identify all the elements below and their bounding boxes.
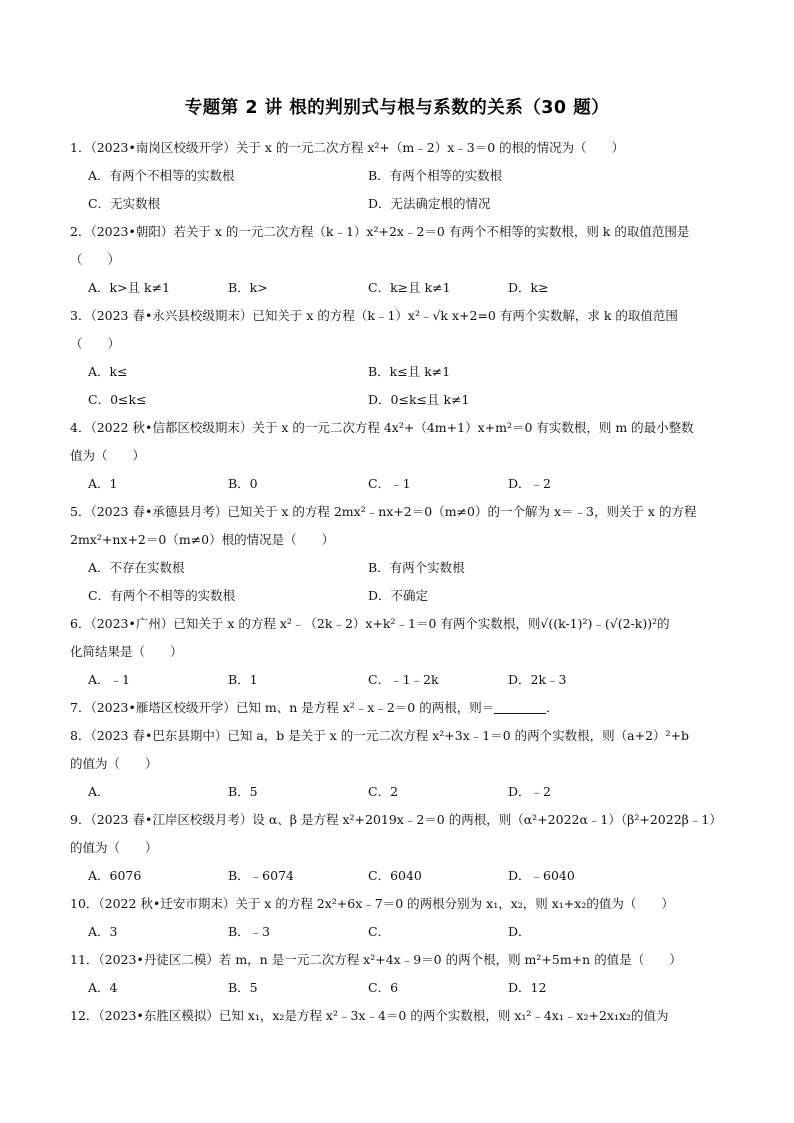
question-8 — [70, 722, 730, 806]
option-a: A．6076 — [88, 868, 142, 883]
options — [70, 666, 730, 694]
question-text-continued: 化简结果是（ ） — [70, 644, 183, 659]
answer-blank[interactable] — [494, 699, 546, 714]
question-stem — [70, 1002, 730, 1030]
question-3 — [70, 302, 730, 414]
question-5 — [70, 498, 730, 610]
option-b: B．﹣3 — [228, 924, 271, 939]
option-a: A．3 — [88, 924, 118, 939]
question-stem — [70, 414, 730, 442]
option-c: C．k≥且 k≠1 — [368, 280, 451, 295]
question-stem — [70, 890, 730, 918]
question-stem — [70, 134, 730, 162]
option-d: D．k≥ — [508, 280, 549, 295]
option-b: B．有两个相等的实数根 — [368, 168, 503, 183]
option-a: A．1 — [88, 476, 118, 491]
option-c: C．无实数根 — [88, 196, 161, 211]
question-text-continued: （ ） — [70, 252, 121, 267]
option-d: D．2k﹣3 — [508, 672, 567, 687]
options — [70, 162, 730, 218]
option-d: D．不确定 — [368, 588, 429, 603]
option-a: A．有两个不相等的实数根 — [88, 168, 235, 183]
question-text: 关于 x 的一元二次方程 4x²+（4m+1）x+m²＝0 有实数根，则 m 的最小整数 — [252, 420, 694, 435]
question-text: 已知 a，b 是关于 x 的一元二次方程 x²+3x﹣1＝0 的两个实数根，则（a+2）²+b — [227, 728, 690, 743]
question-stem — [70, 806, 730, 834]
question-number: 8． — [70, 728, 91, 743]
option-b: B．1 — [228, 672, 258, 687]
question-10 — [70, 890, 730, 946]
question-stem — [70, 722, 730, 750]
question-9 — [70, 806, 730, 890]
option-b: B．k≤且 k≠1 — [368, 364, 451, 379]
question-6 — [70, 610, 730, 694]
question-source: （2023 春•江岸区校级月考） — [90, 812, 253, 827]
question-number: 6． — [70, 616, 91, 631]
option-b: B．有两个实数根 — [368, 560, 465, 575]
question-number: 9． — [70, 812, 91, 827]
question-source: （2022 秋•迁安市期末） — [98, 896, 236, 911]
option-d: D．﹣2 — [508, 784, 551, 799]
question-text: 关于 x 的方程 2x²+6x﹣7＝0 的两根分别为 x₁，x₂，则 x₁+x₂的值为（ ） — [235, 896, 674, 911]
option-a: A．﹣1 — [88, 672, 130, 687]
question-4 — [70, 414, 730, 498]
option-d: D．无法确定根的情况 — [368, 196, 491, 211]
question-text-continued: 值为（ ） — [70, 448, 146, 463]
option-c: C．﹣1 — [368, 476, 411, 491]
question-2 — [70, 218, 730, 302]
option-c: C．0≤k≤ — [88, 392, 147, 407]
question-source: （2023•广州） — [90, 616, 174, 631]
question-number: 10． — [70, 896, 99, 911]
option-c: C．2 — [368, 784, 399, 799]
question-7 — [70, 694, 730, 722]
question-source: （2023 春•巴东县期中） — [90, 728, 228, 743]
question-text: 若关于 x 的一元二次方程（k﹣1）x²+2x﹣2＝0 有两个不相等的实数根，则 k 的取值范围是 — [173, 224, 690, 239]
question-number: 4． — [70, 420, 91, 435]
option-a: A．不存在实数根 — [88, 560, 185, 575]
question-source: （2022 秋•信都区校级期末） — [90, 420, 253, 435]
question-source: （2023 春•承德县月考） — [90, 504, 228, 519]
option-a: A．k≤ — [88, 364, 128, 379]
question-source: （2023•南岗区校级开学） — [90, 140, 236, 155]
question-stem — [70, 946, 730, 974]
question-stem — [70, 610, 730, 638]
options — [70, 778, 730, 806]
option-d: D．12 — [508, 980, 547, 995]
option-a: A．4 — [88, 980, 118, 995]
question-text: 已知 m、n 是方程 x²﹣x﹣2＝0 的两根，则＝ — [235, 700, 495, 715]
question-text: 已知关于 x 的方程 2mx²﹣nx+2＝0（m≠0）的一个解为 x＝﹣3，则关于 x 的方程 — [227, 504, 697, 519]
option-b: B．﹣6074 — [228, 868, 294, 883]
option-d: D． — [508, 924, 531, 939]
question-text-end: ． — [546, 700, 559, 715]
option-b: B．5 — [228, 784, 258, 799]
option-c: C．6040 — [368, 868, 422, 883]
option-d: D．﹣2 — [508, 476, 551, 491]
question-text: 设 α、β 是方程 x²+2019x﹣2＝0 的两根，则（α²+2022α﹣1）（β²+2022β﹣1） — [252, 812, 722, 827]
option-a: A．k>且 k≠1 — [88, 280, 171, 295]
question-text: 若 m，n 是一元二次方程 x²+4x﹣9＝0 的两个根，则 m²+5m+n 的值是（ ） — [218, 952, 682, 967]
question-number: 7． — [70, 700, 91, 715]
question-text: 已知关于 x 的方程 x²﹣（2k﹣2）x+k²﹣1＝0 有两个实数根，则√((k-1)²)﹣(√(2-k))²的 — [173, 616, 670, 631]
question-source: （2023•东胜区模拟） — [98, 1008, 219, 1023]
option-c: C． — [368, 924, 391, 939]
option-c: C．﹣1﹣2k — [368, 672, 439, 687]
options — [70, 358, 730, 414]
question-number: 2． — [70, 224, 91, 239]
question-number: 1． — [70, 140, 91, 155]
options — [70, 554, 730, 610]
question-source: （2023•丹徒区二模） — [98, 952, 219, 967]
option-b: B．5 — [228, 980, 258, 995]
question-source: （2023•雁塔区校级开学） — [90, 700, 236, 715]
option-d: D．0≤k≤且 k≠1 — [368, 392, 470, 407]
option-a: A． — [88, 784, 110, 799]
option-c: C．有两个不相等的实数根 — [88, 588, 236, 603]
question-source: （2023 春•永兴县校级期末） — [90, 308, 253, 323]
question-text: 已知 x₁，x₂是方程 x²﹣3x﹣4＝0 的两个实数根，则 x₁²﹣4x₁﹣x₂+2x₁x₂的值为 — [218, 1008, 669, 1023]
question-list — [70, 134, 730, 1030]
question-text-continued: 2mx²+nx+2＝0（m≠0）根的情况是（ ） — [70, 532, 335, 547]
question-number: 11． — [70, 952, 99, 967]
question-text-continued: 的值为（ ） — [70, 756, 158, 771]
options — [70, 274, 730, 302]
options — [70, 918, 730, 946]
question-number: 12． — [70, 1008, 99, 1023]
question-stem — [70, 302, 730, 330]
question-stem — [70, 218, 730, 246]
question-text: 关于 x 的一元二次方程 x²+（m﹣2）x﹣3＝0 的根的情况为（ ） — [235, 140, 625, 155]
options — [70, 470, 730, 498]
option-b: B．k> — [228, 280, 268, 295]
options — [70, 974, 730, 1002]
option-b: B．0 — [228, 476, 258, 491]
question-stem — [70, 498, 730, 526]
question-11 — [70, 946, 730, 1002]
options — [70, 862, 730, 890]
question-number: 3． — [70, 308, 91, 323]
question-12 — [70, 1002, 730, 1030]
question-text-continued: （ ） — [70, 336, 121, 351]
question-text: 已知关于 x 的方程（k﹣1）x²﹣√k x+2=0 有两个实数解，求 k 的取值范围 — [252, 308, 678, 323]
option-d: D．﹣6040 — [508, 868, 575, 883]
option-c: C．6 — [368, 980, 399, 995]
question-1 — [70, 134, 730, 218]
question-text-continued: 的值为（ ） — [70, 840, 158, 855]
question-stem — [70, 694, 730, 722]
document-title: 专题第 2 讲 根的判别式与根与系数的关系（30 题） — [184, 98, 610, 118]
question-number: 5． — [70, 504, 91, 519]
question-source: （2023•朝阳） — [90, 224, 174, 239]
